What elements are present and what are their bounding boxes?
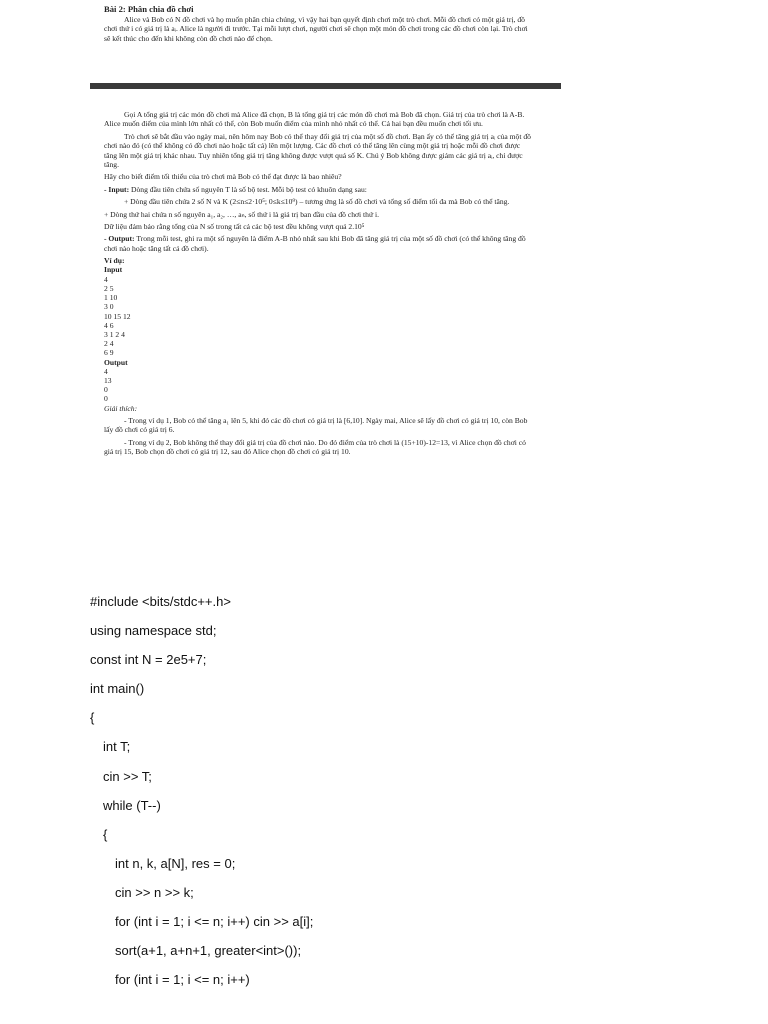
- code-line: using namespace std;: [90, 623, 217, 639]
- code-line: {: [103, 826, 108, 842]
- code-line: int T;: [103, 739, 131, 755]
- explanation-1: - Trong ví dụ 1, Bob có thể tăng a₁ lên 5, khi đó các đồ chơi có giá trị là [6,10]. Ngày mai, Alice sẽ lấy đồ chơi có giá trị 10, còn Bob lấy đồ chơi có giá trị 6.: [104, 415, 528, 435]
- problem-title: Bài 2: Phân chia đồ chơi: [104, 4, 194, 14]
- sample-output-line: 0: [104, 385, 108, 395]
- input-text: Dòng đầu tiên chứa số nguyên T là số bộ test. Mỗi bộ test có khuôn dạng sau:: [129, 184, 367, 194]
- input-label: - Input:: [104, 184, 130, 194]
- sample-input-line: 3 0: [104, 302, 114, 312]
- code-line: int main(): [90, 681, 145, 697]
- sample-block: [104, 256, 534, 412]
- sample-input-line: 6 9: [104, 348, 114, 358]
- output-spec: [104, 234, 534, 253]
- code-line: cin >> T;: [103, 768, 152, 784]
- sample-output-line: 4: [104, 366, 108, 376]
- statement-paragraph-2: Trò chơi sẽ bắt đầu vào ngày mai, nên hôm nay Bob có thể thay đổi giá trị của một số đồ chơi. Bạn ấy có thể tăng giá trị aᵢ của một đồ chơi nào đó (có thể không có đồ chơi nào hoặc tất cả) lên một lượng. Các đồ chơi có thể tăng lên cùng một giá trị hoặc mỗi đồ chơi được tăng lên một giá trị khác nhau. Tuy nhiên tổng giá trị tăng không được vượt quá số K. Chú ý Bob không được giảm các giá trị aᵢ, chỉ được tăng.: [104, 131, 531, 170]
- sample-input-line: 1 10: [104, 293, 118, 303]
- sample-input-line: 2 4: [104, 339, 114, 349]
- code-line: sort(a+1, a+n+1, greater<int>());: [115, 943, 302, 959]
- sample-input-line: 3 1 2 4: [104, 329, 125, 339]
- sample-input-line: 4: [104, 274, 108, 284]
- sample-input-label: Input: [104, 265, 123, 275]
- input-spec: [104, 185, 534, 194]
- sample-output-line: 0: [104, 394, 108, 404]
- code-line: for (int i = 1; i <= n; i++): [115, 972, 250, 988]
- statement-paragraph-1: Gọi A tổng giá trị các món đồ chơi mà Alice đã chọn, B là tổng giá trị các món đồ chơi mà Bob đã chọn. Giá trị của trò chơi là A-B. Alice muốn điểm của mình lớn nhất có thể, còn Bob muốn điểm của mình nhỏ nhất có thể. Cả hai bạn đều muốn chơi tối ưu.: [104, 110, 525, 129]
- output-label: - Output:: [104, 234, 135, 244]
- output-text: Trong mỗi test, ghi ra một số nguyên là điểm A-B nhỏ nhất sau khi Bob đã tăng giá trị của một số đồ chơi (có thể không tăng đồ chơi nào hoặc tăng tất cả đồ chơi).: [104, 234, 526, 253]
- sample-input-line: 2 5: [104, 283, 114, 293]
- sample-output-label: Output: [104, 357, 128, 367]
- input-line-1: + Dòng đầu tiên chứa 2 số N và K (2≤n≤2·10⁵; 0≤k≤10⁹) – tương ứng là số đồ chơi và tổng số điểm tối đa mà Bob có thể tăng.: [124, 197, 510, 207]
- explain-label: Giải thích:: [104, 403, 138, 413]
- problem-header-scan: [104, 4, 534, 43]
- code-line: for (int i = 1; i <= n; i++) cin >> a[i];: [115, 914, 314, 930]
- sample-input-line: 4 6: [104, 320, 114, 330]
- sample-output-line: 13: [104, 375, 112, 385]
- problem-statement-scan: [104, 110, 534, 456]
- statement-question: Hãy cho biết điểm tối thiểu của trò chơi mà Bob có thể đạt được là bao nhiêu?: [104, 172, 342, 182]
- code-line: #include <bits/stdc++.h>: [90, 594, 231, 609]
- section-divider: [90, 83, 561, 89]
- code-line: {: [90, 710, 95, 726]
- code-line: while (T--): [103, 797, 161, 813]
- example-label: Ví dụ:: [104, 256, 125, 266]
- code-line: int n, k, a[N], res = 0;: [115, 855, 236, 871]
- code-line: const int N = 2e5+7;: [90, 652, 207, 668]
- source-code: [90, 587, 690, 994]
- sample-input-line: 10 15 12: [104, 311, 131, 321]
- explanation-2: - Trong ví dụ 2, Bob không thể thay đổi giá trị của đồ chơi nào. Do đó điểm của trò chơi là (15+10)-12=13, vì Alice chọn đồ chơi có giá trị 15, Bob chọn đồ chơi có giá trị 12, sau đó Alice chọn đồ chơi có giá trị 10.: [104, 437, 526, 456]
- input-line-2: + Dòng thứ hai chứa n số nguyên a₁, a₂, …, aₙ, số thứ i là giá trị ban đầu của đồ chơi thứ i.: [104, 209, 379, 219]
- problem-intro: Alice và Bob có N đồ chơi và họ muốn phân chia chúng, vì vậy hai bạn quyết định chơi một trò chơi. Mỗi đồ chơi có một giá trị, đồ chơi thứ i có giá trị là aᵢ. Alice là người đi trước. Tại mỗi lượt chơi, người chơi sẽ chọn một món đồ chơi trong các đồ chơi còn lại. Trò chơi sẽ kết thúc cho đến khi không còn đồ chơi nào để chọn.: [104, 15, 528, 43]
- constraint-note: Dữ liệu đảm bảo rằng tổng của N số trong tất cả các bộ test đều không vượt quá 2.10⁵: [104, 222, 365, 232]
- code-line: cin >> n >> k;: [115, 884, 194, 900]
